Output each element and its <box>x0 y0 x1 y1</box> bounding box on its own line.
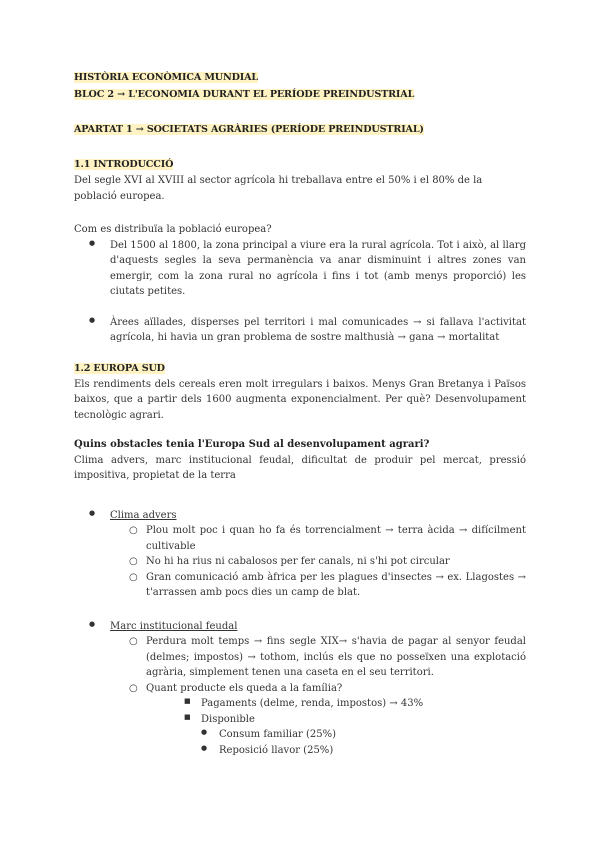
document-page <box>74 69 526 758</box>
list-item: ● Del 1500 al 1800, la zona principal a viure era la rural agrícola. Tot i això, al llarg d'aquests segles la seva permanència va anar disminuint i altres zones van emergir, com la zona rural no agrícola i fins i tot (amb menys proporció) les ciutats petites. <box>89 238 526 297</box>
obstacles-question: Quins obstacles tenia l'Europa Sud al desenvolupament agrari? <box>74 439 430 450</box>
list-item: ● Reposició llavor (25%) <box>201 743 334 756</box>
list-item-marc: ● Marc institucional feudal <box>89 619 238 632</box>
europa-sud-heading: 1.2 EUROPA SUD <box>74 362 165 374</box>
intro-heading: 1.1 INTRODUCCIÓ <box>74 159 174 170</box>
intro-paragraph: Del segle XVI al XVIII al sector agrícola hi treballava entre el 50% i el 80% de la població europea. <box>74 175 483 202</box>
list-item: ● Àrees aïllades, disperses pel territori i mal comunicades → si fallava l'activitat agrícola, hi havia un gran problema de sostre malthusià → gana → mortalitat <box>89 315 526 343</box>
list-item: ■ Pagaments (delme, renda, impostos) → 43% <box>184 697 424 709</box>
course-title: HISTÒRIA ECONÒMICA MUNDIAL <box>74 72 259 83</box>
list-item: ○ Quant producte els queda a la família? <box>129 682 343 694</box>
list-item: ○ No hi ha rius ni cabalosos per fer canals, ni s'hi pot circular <box>129 556 450 567</box>
europa-sud-paragraph: Els rendiments dels cereals eren molt irregulars i baixos. Menys Gran Bretanya i Països baixos, que a partir dels 1600 augmenta exponencialment. Per què? Desenvolupament tecnològic agrari. <box>74 378 526 421</box>
list-item: ○ Plou molt poc i quan ho fa és torrencialment → terra àcida → difícilment cultivable <box>129 525 526 552</box>
block-title: BLOC 2 → L'ECONOMIA DURANT EL PERÍODE PREINDUSTRIAL <box>74 89 415 100</box>
obstacles-answer: Clima advers, marc institucional feudal, dificultat de produir pel mercat, pressió impositiva, propietat de la terra <box>74 454 526 481</box>
intro-bullet-list <box>74 238 526 346</box>
list-item-clima: ● Clima advers <box>89 508 177 521</box>
obstacles-list <box>74 508 526 759</box>
list-item: ○ Perdura molt temps → fins segle XIX→ s'havia de pagar al senyor feudal (delmes; impostos) → tothom, inclús els que no posseïxen una explotació agrària, simplement tenen una caseta en el seu territori. <box>129 636 526 678</box>
section-title: APARTAT 1 → SOCIETATS AGRÀRIES (PERÍODE PREINDUSTRIAL) <box>74 124 424 135</box>
list-item: ■ Disponible <box>184 712 255 725</box>
list-item: ● Consum familiar (25%) <box>201 728 337 740</box>
list-item: ○ Gran comunicació amb àfrica per les plagues d'insectes → ex. Llagostes → t'arrassen amb pocs dies un camp de blat. <box>129 571 526 598</box>
intro-question: Com es distribuïa la població europea? <box>74 224 272 235</box>
